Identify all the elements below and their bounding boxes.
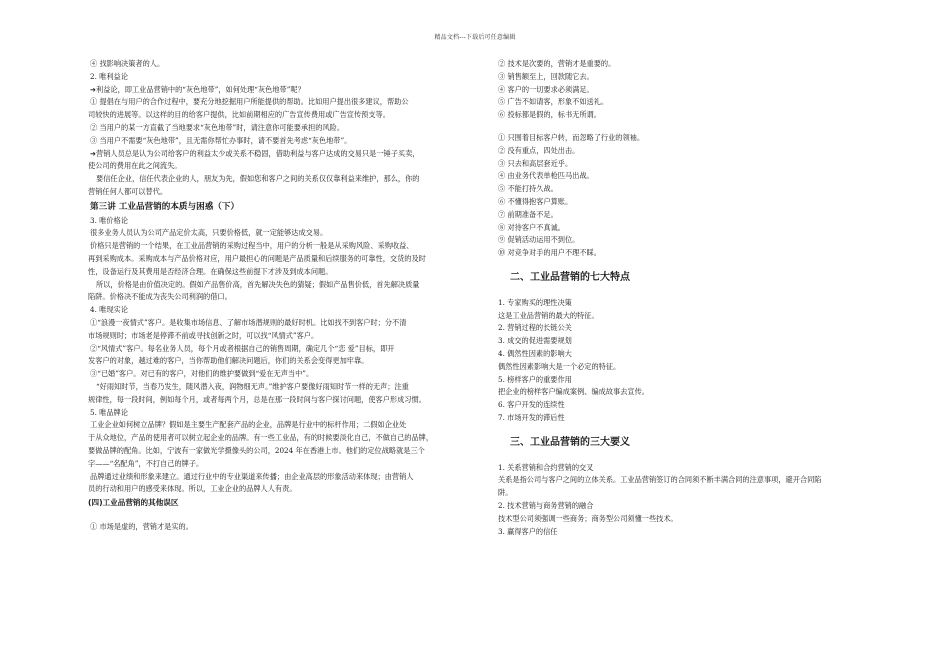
text-line: ② 技术是次要的，营销才是重要的。: [498, 59, 616, 68]
text-line: ③ 当用户不需要“灰色地带”，且无需你帮忙办事时，请不要首先考虑“灰色地带”。: [90, 135, 352, 145]
subsection-heading: (四)工业品营销的其他误区: [88, 498, 179, 508]
section-heading: 三、工业品营销的三大要义: [510, 436, 630, 448]
text-line: ① 只围着目标客户转，而忽略了行业的领袖。: [498, 132, 645, 142]
text-line: ① 市场是虚的，营销才是实的。: [90, 521, 193, 531]
spacer: [498, 122, 890, 132]
text-line: 很多业务人员认为公司产品定价太高，只要价格低，就一定能够达成交易。: [90, 228, 328, 238]
text-line: 3. 赢得客户的信任: [498, 526, 558, 536]
left-column: [88, 58, 468, 534]
text-line: ⑥ 不懂得抱客户算账。: [498, 196, 573, 206]
text-line: 品牌通过业绩和形象来建立。通过行业中的专业渠道来传播；由企业高层的形象活动来体现；由营销人: [90, 471, 414, 481]
text-line: ⑧ 对待客户不真诚。: [498, 222, 565, 232]
text-line: 6. 客户开发的连续性: [498, 400, 565, 410]
text-line: ⑤ 不能打持久战。: [498, 184, 558, 194]
text-line: ➔利益论，即工业品营销中的“灰色地带”，如何处理“灰色地带”呢？: [90, 84, 305, 94]
text-line: 5. 榜样客户的重要作用: [498, 374, 572, 384]
text-line: 要做品牌的配角。比如，宁波有一家做光学摄像头的公司，2024 年在香港上市。他们的定位战略就是三个: [88, 445, 425, 455]
text-line: ② 没有重点，四处出击。: [498, 145, 580, 155]
text-line: 4. 唯现实论: [90, 305, 128, 315]
text-line: 技术型公司须强调一些商务；商务型公司须懂一些技术。: [498, 513, 678, 523]
text-line: 使公司的费用在此之间流失。: [88, 161, 182, 171]
text-line: 把企业的榜样客户编成案例、编成故事去宣传。: [498, 387, 649, 397]
text-line: ② 当用户的某一方直截了当地要求“灰色地带”时，请注意你可能要承担的风险。: [90, 122, 345, 132]
text-line: 工业企业如何树立品牌？假如是主要生产配套产品的企业，品牌是行业中的标杆作用；二假如企业处: [90, 420, 407, 430]
text-line: 再到采购成本。采购成本与产品价格对应，用户最担心的问题是产品质量和后续服务的可靠性，交货的及时: [88, 253, 426, 263]
text-line: 营销任何人都可以替代。: [88, 186, 168, 196]
text-line: ④ 找影响决策者的人。: [90, 59, 165, 68]
text-line: ③ 销售额至上，回款随它去。: [498, 71, 594, 81]
text-line: 5. 唯品牌论: [90, 407, 128, 417]
text-line: 要信任企业，信任代表企业的人，朋友为先，假如您和客户之间的关系仅仅靠利益来维护，那么，你的: [96, 174, 420, 184]
text-line: 4. 偶然性因素的影响大: [498, 348, 572, 358]
spacer: [88, 511, 468, 521]
text-line: ➔营销人员总是认为公司给客户的利益太少或关系不稳固，借助利益与客户达成的交易只是一锤子买卖，: [90, 148, 420, 158]
text-line: ④ 由业务代表单枪匹马出战。: [498, 171, 594, 181]
text-line: ① 提倡在与用户的合作过程中，要充分地挖掘用户所能提供的帮助。比如用户提出很多建议，帮助公: [90, 97, 409, 107]
text-line: 这是工业品营销的最大的特征。: [498, 310, 599, 320]
text-line: 陷阱。价格决不能成为丧失公司利润的借口。: [88, 292, 232, 302]
text-line: 1. 关系营销和合约营销的交叉: [498, 462, 594, 472]
text-line: ⑩ 对竞争对手的用户不理不睬。: [498, 248, 601, 258]
text-line: 员的行动和用户的感受来体现。所以，工业企业的品牌人人有责。: [88, 484, 297, 494]
text-line: ①“浪漫一夜情式”客户。是收集市场信息、了解市场潜规则的最好时机。比如找不到客户时；分不清: [90, 317, 407, 327]
text-line: 规律性，每一段时间，例如每个月，或者每两个月，总是在那一段时间与客户探讨问题，使客户形成习惯。: [88, 394, 426, 404]
section-heading: 第三讲 工业品营销的本质与困惑（下）: [90, 201, 240, 212]
text-line: 司较快的进展等。以这样的目的给客户提供，比如前期相应的广告宣传费用或广告宣传预支等。: [88, 110, 390, 120]
text-line: 2. 技术营销与商务营销的融合: [498, 500, 594, 510]
text-line: 发客户的对象，越过难的客户，当你帮助他们解决问题后，你们的关系会变得更加牢靠。: [88, 356, 369, 366]
text-line: 3. 成交的促进需要规划: [498, 336, 572, 346]
text-line: ⑤ 广告不如请客，形象不如送礼。: [498, 97, 609, 107]
text-line: 价格只是营销的一个结果，在工业品营销的采购过程当中，用户的分析一般是从采购风险、采购收益、: [90, 241, 414, 251]
text-line: 阱。: [498, 488, 513, 498]
right-column: [498, 58, 890, 538]
text-line: 2. 唯利益论: [90, 71, 128, 81]
text-line: ⑥ 投标都是假的，标书无所谓。: [498, 110, 601, 120]
text-line: 于从众地位，产品的使用者可以树立起企业的品牌。有一些工业品，有的时候要淡化自己，不做自己的品牌，: [88, 433, 434, 443]
text-line: 2. 营销过程的长链公关: [498, 323, 572, 333]
text-line: 字——“名配角”，不打自己的牌子。: [88, 458, 204, 468]
page-header: 精品文档---下载后可任意编辑: [434, 34, 516, 41]
text-line: ②“风情式”客户。每名业务人员，每个月或者根据自己的销售周期，确定几个“恋 爱”目标，即开: [90, 343, 395, 353]
text-line: “好雨知时节，当春乃发生，随风潜入夜，润物细无声。”维护客户要像好雨知时节一样的无声；注重: [96, 381, 409, 391]
text-line: 性，设备运行及其费用是否经济合理。在确保这些前提下才涉及到成本问题。: [88, 266, 333, 276]
text-line: ③“已婚”客户。对已有的客户，对他们的维护要做到“爱在无声当中”。: [90, 369, 314, 379]
text-line: ③ 只去和高层套近乎。: [498, 158, 573, 168]
text-line: 所以，价格是由价值决定的。假如产品售价高，首先解决失色的猜疑；假如产品售价低，首先解决质量: [96, 279, 420, 289]
text-line: 3. 唯价格论: [90, 215, 128, 225]
text-line: 市场规则时；市场老是停滞不前或寻找创新之时，可以找“风情式”客户。: [88, 330, 319, 340]
text-line: 7. 市场开发的滞后性: [498, 412, 565, 422]
text-line: 1. 专家购买的理性决策: [498, 297, 572, 307]
text-line: ⑦ 前期准备不足。: [498, 209, 558, 219]
text-line: 偶然性因素影响大是一个必定的特征。: [498, 361, 621, 371]
text-line: 关系是指公司与客户之间的立体关系。工业品营销签订的合同须不断丰满合同的注意事项，避开合同陷: [498, 475, 822, 485]
text-line: ⑨ 促销活动运用不到位。: [498, 235, 580, 245]
text-line: ④ 客户的一切要求必须满足。: [498, 84, 594, 94]
section-heading: 二、工业品营销的七大特点: [510, 271, 630, 283]
